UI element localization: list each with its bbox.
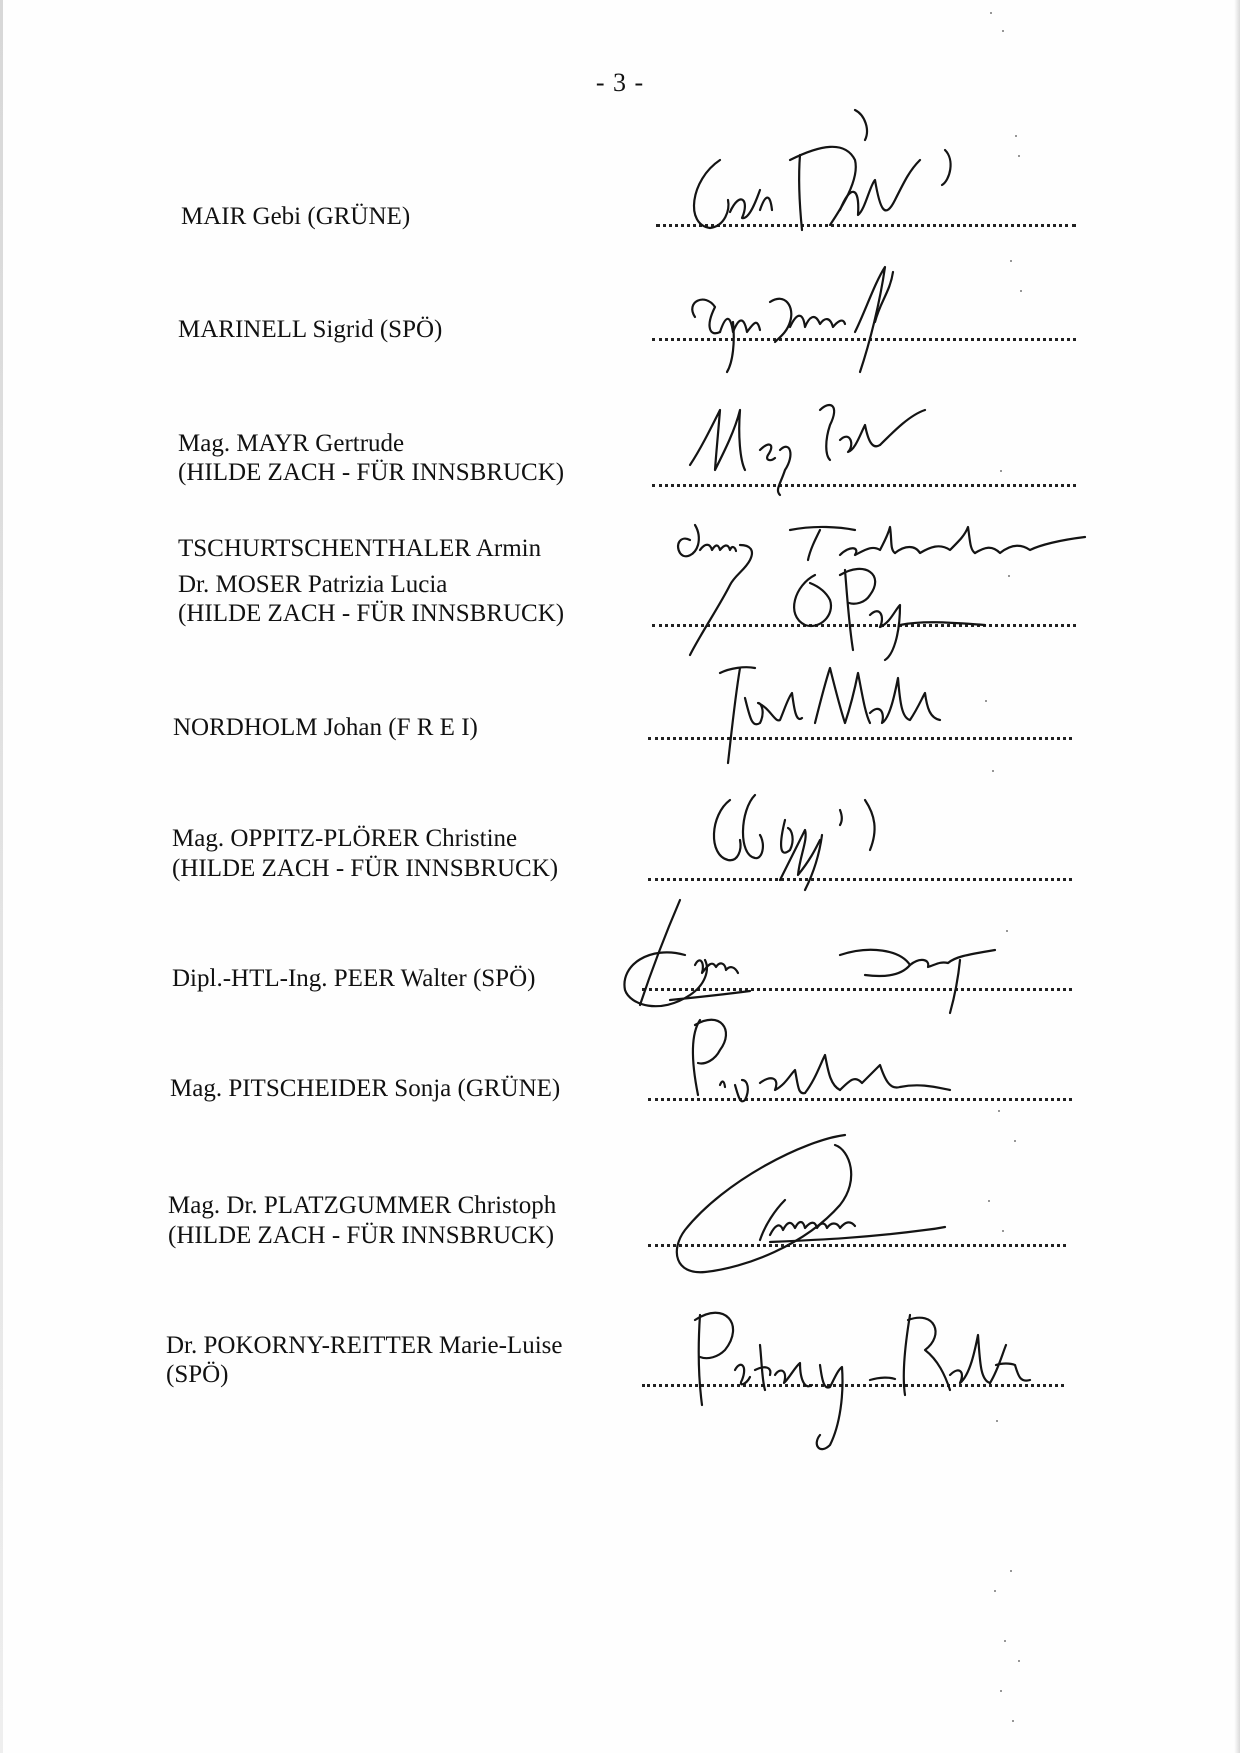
- signatory-party: (HILDE ZACH - FÜR INNSBRUCK): [178, 459, 565, 486]
- signatory-name: Mag. PITSCHEIDER Sonja (GRÜNE): [170, 1075, 561, 1102]
- scan-noise: [980, 0, 1070, 1753]
- signature-nordholm: [690, 648, 970, 778]
- signature-marinell: [675, 262, 935, 382]
- scan-edge-right: [1234, 0, 1240, 1753]
- signatory-name: NORDHOLM Johan (F R E I): [173, 714, 478, 741]
- signature-platzgummer: [665, 1130, 1025, 1280]
- signatory-name: Dipl.-HTL-Ing. PEER Walter (SPÖ): [172, 965, 536, 992]
- signature-pitscheider: [680, 1005, 980, 1135]
- scan-edge-left: [0, 0, 3, 1753]
- signatory-party: (HILDE ZACH - FÜR INNSBRUCK): [172, 855, 559, 882]
- signatory-party: (HILDE ZACH - FÜR INNSBRUCK): [168, 1222, 555, 1249]
- signatory-name: Mag. Dr. PLATZGUMMER Christoph: [168, 1192, 557, 1219]
- signatory-name: TSCHURTSCHENTHALER Armin: [178, 535, 542, 562]
- signature-mayr: [680, 380, 960, 500]
- signatory-name: Dr. POKORNY-REITTER Marie-Luise: [166, 1332, 563, 1359]
- signatory-name: Mag. MAYR Gertrude: [178, 430, 405, 457]
- signatory-name: Dr. MOSER Patrizia Lucia: [178, 571, 448, 598]
- signatory-party: (HILDE ZACH - FÜR INNSBRUCK): [178, 600, 565, 627]
- page-number: - 3 -: [595, 68, 645, 97]
- signatory-name: Mag. OPPITZ-PLÖRER Christine: [172, 825, 518, 852]
- signatory-party: (SPÖ): [166, 1361, 229, 1388]
- signatory-name: MAIR Gebi (GRÜNE): [181, 203, 411, 230]
- signature-mair: [680, 100, 980, 240]
- signatory-name: MARINELL Sigrid (SPÖ): [178, 316, 443, 343]
